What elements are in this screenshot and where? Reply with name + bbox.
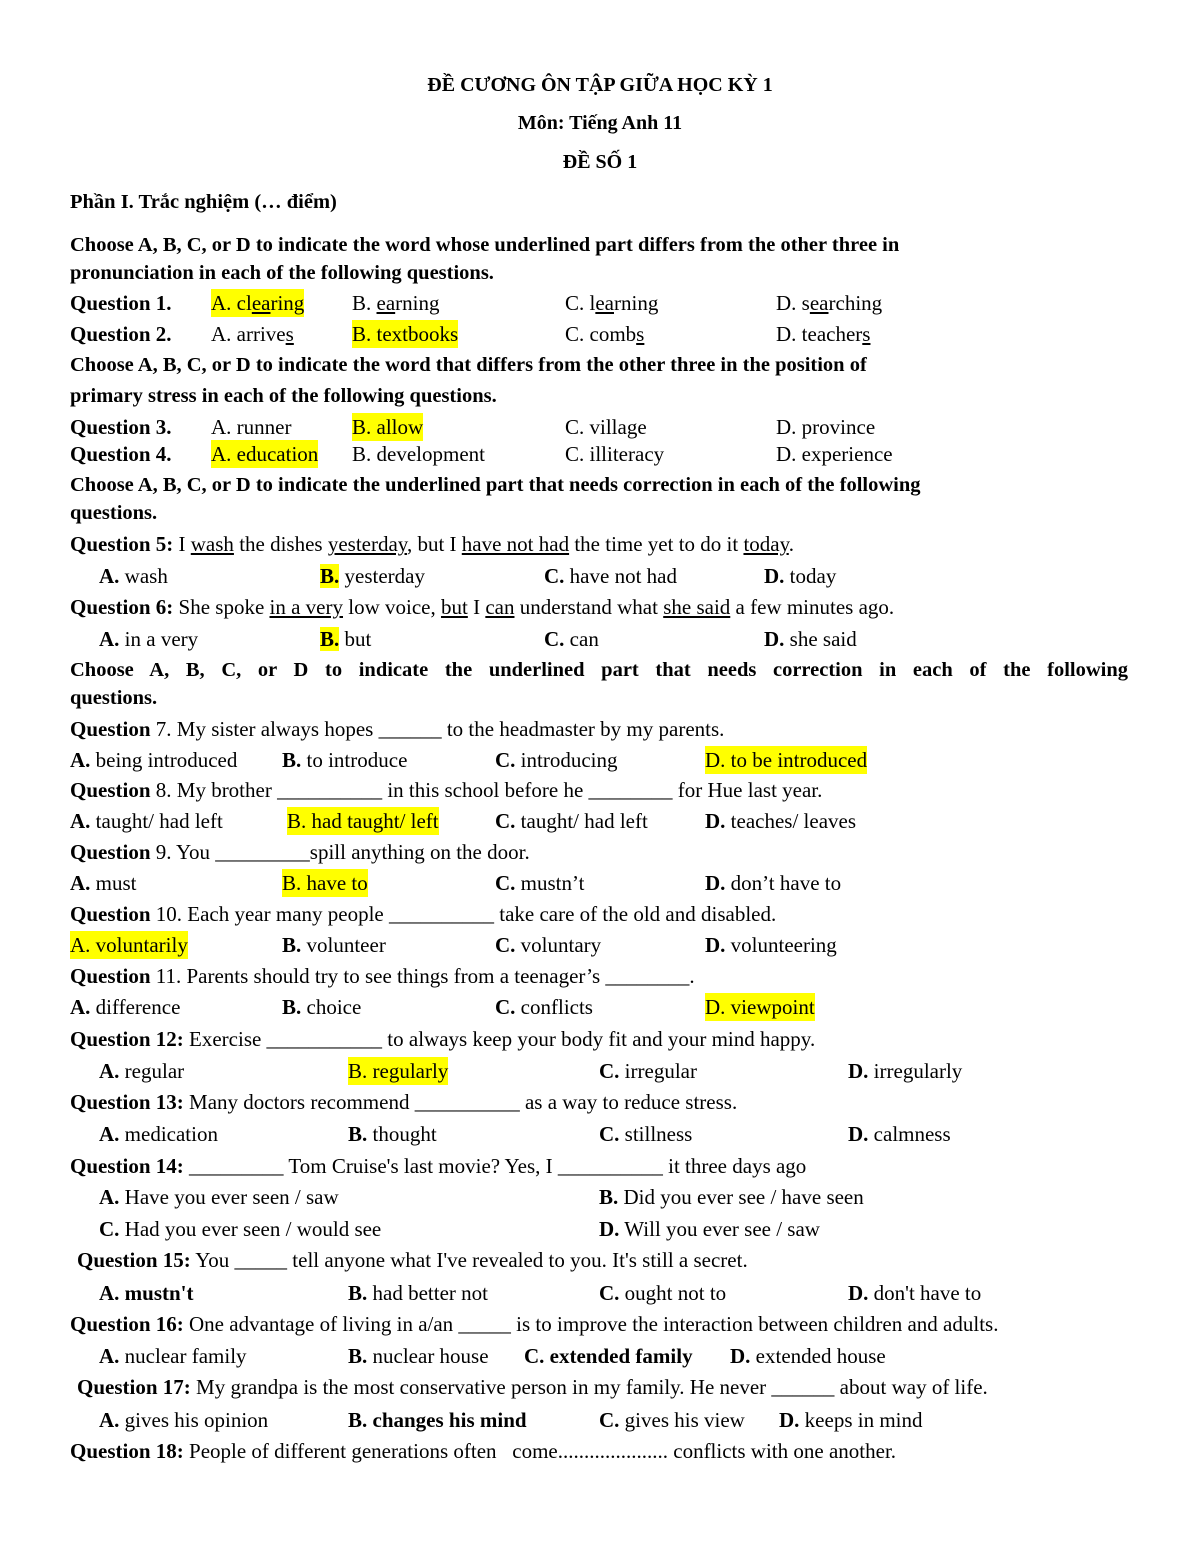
question-6-stem: Question 6: She spoke in a very low voice, but I can understand what she said a few minutes ago. [70, 595, 895, 619]
question-13-option-c[interactable]: C. stillness [599, 1122, 693, 1146]
question-17-option-d[interactable]: D. keeps in mind [779, 1408, 923, 1432]
question-14-option-a[interactable]: A. Have you ever seen / saw [99, 1185, 339, 1209]
question-1-option-a[interactable]: A. clearing [211, 291, 305, 315]
question-15-stem: Question 15: You _____ tell anyone what I've revealed to you. It's still a secret. [77, 1248, 748, 1272]
question-2-option-d[interactable]: D. teachers [776, 322, 871, 346]
question-3-option-a[interactable]: A. runner [211, 415, 292, 439]
question-11-option-d[interactable]: D. viewpoint [705, 995, 815, 1019]
question-11-option-a[interactable]: A. difference [70, 995, 181, 1019]
question-3-option-b[interactable]: B. allow [352, 415, 424, 439]
question-12-option-d[interactable]: D. irregularly [848, 1059, 963, 1083]
question-2-option-a[interactable]: A. arrives [211, 322, 294, 346]
question-3-option-d[interactable]: D. province [776, 415, 876, 439]
question-14-stem: Question 14: _________ Tom Cruise's last movie? Yes, I __________ it three days ago [70, 1154, 807, 1178]
question-1-option-d[interactable]: D. searching [776, 291, 883, 315]
question-10-stem: Question 10. Each year many people __________ take care of the old and disabled. [70, 902, 777, 926]
question-5-option-d[interactable]: D. today [764, 564, 837, 588]
question-8-option-a[interactable]: A. taught/ had left [70, 809, 223, 833]
question-8-stem: Question 8. My brother __________ in this school before he ________ for Hue last year. [70, 778, 823, 802]
question-13-stem: Question 13: Many doctors recommend __________ as a way to reduce stress. [70, 1090, 738, 1114]
question-15-option-a[interactable]: A. mustn't [99, 1281, 194, 1305]
question-17-option-a[interactable]: A. gives his opinion [99, 1408, 269, 1432]
question-6-option-c[interactable]: C. can [544, 627, 599, 651]
question-12-option-c[interactable]: C. irregular [599, 1059, 697, 1083]
instruction-4-line-2: questions. [70, 687, 158, 709]
document-title: ĐỀ CƯƠNG ÔN TẬP GIỮA HỌC KỲ 1 [427, 74, 773, 96]
question-12-option-a[interactable]: A. regular [99, 1059, 185, 1083]
question-11-stem: Question 11. Parents should try to see things from a teenager’s ________. [70, 964, 695, 988]
question-17-option-c[interactable]: C. gives his view [599, 1408, 745, 1432]
question-16-option-a[interactable]: A. nuclear family [99, 1344, 247, 1368]
question-8-option-d[interactable]: D. teaches/ leaves [705, 809, 857, 833]
question-3-option-c[interactable]: C. village [565, 415, 647, 439]
question-10-option-c[interactable]: C. voluntary [495, 933, 602, 957]
instruction-3-line-2: questions. [70, 502, 158, 524]
question-13-option-b[interactable]: B. thought [348, 1122, 437, 1146]
question-11-option-c[interactable]: C. conflicts [495, 995, 593, 1019]
question-9-option-a[interactable]: A. must [70, 871, 137, 895]
instruction-2-line-2: primary stress in each of the following questions. [70, 385, 497, 407]
question-9-option-b[interactable]: B. have to [282, 871, 368, 895]
question-1-option-c[interactable]: C. learning [565, 291, 659, 315]
question-9-option-c[interactable]: C. mustn’t [495, 871, 585, 895]
question-15-option-c[interactable]: C. ought not to [599, 1281, 727, 1305]
question-8-option-b[interactable]: B. had taught/ left [287, 809, 439, 833]
question-17-stem: Question 17: My grandpa is the most conservative person in my family. He never ______ about way of life. [77, 1375, 988, 1399]
question-8-option-c[interactable]: C. taught/ had left [495, 809, 648, 833]
question-7-option-d[interactable]: D. to be introduced [705, 748, 868, 772]
question-4-option-d[interactable]: D. experience [776, 442, 893, 466]
question-15-option-b[interactable]: B. had better not [348, 1281, 488, 1305]
question-2-option-c[interactable]: C. combs [565, 322, 645, 346]
instruction-4-line-1: Choose A, B, C, or D to indicate the underlined part that needs correction in each of the following [70, 659, 1128, 681]
question-16-stem: Question 16: One advantage of living in a/an _____ is to improve the interaction between children and adults. [70, 1312, 999, 1336]
exam-number: ĐỀ SỐ 1 [562, 151, 638, 173]
subject-line: Môn: Tiếng Anh 11 [517, 112, 683, 134]
question-4-option-a[interactable]: A. education [211, 442, 319, 466]
instruction-3-line-1: Choose A, B, C, or D to indicate the underlined part that needs correction in each of the following [70, 474, 921, 496]
question-16-option-c[interactable]: C. extended family [524, 1344, 693, 1368]
question-3-label: Question 3. [70, 415, 172, 439]
question-4-option-c[interactable]: C. illiteracy [565, 442, 665, 466]
instruction-1-line-2: pronunciation in each of the following questions. [70, 262, 494, 284]
question-9-option-d[interactable]: D. don’t have to [705, 871, 842, 895]
question-1-label: Question 1. [70, 291, 172, 315]
question-13-option-a[interactable]: A. medication [99, 1122, 218, 1146]
question-7-option-b[interactable]: B. to introduce [282, 748, 408, 772]
question-17-option-b[interactable]: B. changes his mind [348, 1408, 527, 1432]
question-2-label: Question 2. [70, 322, 172, 346]
question-4-label: Question 4. [70, 442, 172, 466]
section-heading: Phần I. Trắc nghiệm (… điểm) [70, 191, 337, 213]
question-10-option-a[interactable]: A. voluntarily [70, 933, 188, 957]
question-7-option-c[interactable]: C. introducing [495, 748, 618, 772]
question-12-stem: Question 12: Exercise ___________ to always keep your body fit and your mind happy. [70, 1027, 816, 1051]
question-14-option-b[interactable]: B. Did you ever see / have seen [599, 1185, 864, 1209]
question-16-option-b[interactable]: B. nuclear house [348, 1344, 489, 1368]
question-5-option-b[interactable]: B. yesterday [320, 564, 425, 588]
instruction-2-line-1: Choose A, B, C, or D to indicate the word that differs from the other three in the position of [70, 354, 867, 376]
question-12-option-b[interactable]: B. regularly [348, 1059, 449, 1083]
question-9-stem: Question 9. You _________spill anything on the door. [70, 840, 530, 864]
question-18-stem: Question 18: People of different generations often come..................... conflicts with one another. [70, 1439, 897, 1463]
question-5-option-a[interactable]: A. wash [99, 564, 168, 588]
question-14-option-d[interactable]: D. Will you ever see / saw [599, 1217, 820, 1241]
question-7-option-a[interactable]: A. being introduced [70, 748, 238, 772]
question-5-stem: Question 5: I wash the dishes yesterday, but I have not had the time yet to do it today. [70, 532, 795, 556]
question-5-option-c[interactable]: C. have not had [544, 564, 677, 588]
question-2-option-b[interactable]: B. textbooks [352, 322, 459, 346]
question-4-option-b[interactable]: B. development [352, 442, 485, 466]
question-1-option-b[interactable]: B. earning [352, 291, 440, 315]
question-16-option-d[interactable]: D. extended house [730, 1344, 886, 1368]
question-6-option-b[interactable]: B. but [320, 627, 372, 651]
question-6-option-d[interactable]: D. she said [764, 627, 857, 651]
question-10-option-b[interactable]: B. volunteer [282, 933, 386, 957]
question-14-option-c[interactable]: C. Had you ever seen / would see [99, 1217, 382, 1241]
instruction-1-line-1: Choose A, B, C, or D to indicate the word whose underlined part differs from the other three in [70, 234, 900, 256]
question-6-option-a[interactable]: A. in a very [99, 627, 199, 651]
question-7-stem: Question 7. My sister always hopes ______ to the headmaster by my parents. [70, 717, 725, 741]
question-15-option-d[interactable]: D. don't have to [848, 1281, 982, 1305]
question-13-option-d[interactable]: D. calmness [848, 1122, 951, 1146]
question-11-option-b[interactable]: B. choice [282, 995, 362, 1019]
question-10-option-d[interactable]: D. volunteering [705, 933, 837, 957]
